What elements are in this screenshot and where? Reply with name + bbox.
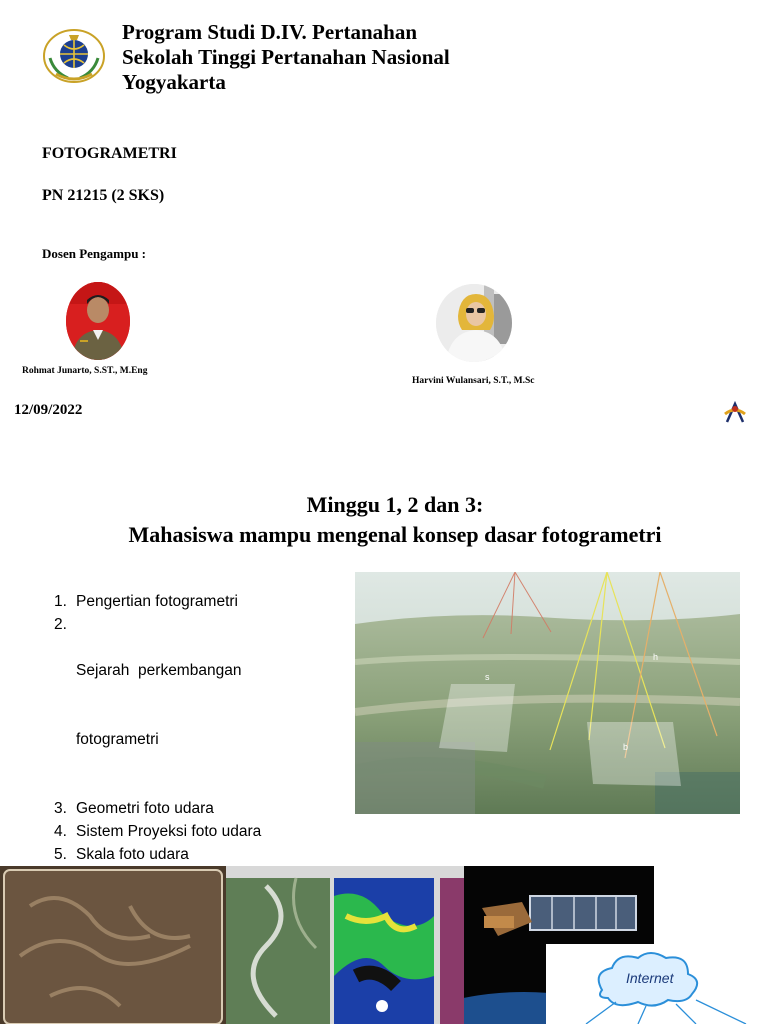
satellite-imagery-photo — [226, 866, 464, 1024]
institution-name — [122, 20, 450, 95]
slide-title — [0, 490, 768, 550]
list-text-line: Sejarah perkembangan — [76, 662, 242, 679]
internet-diagram — [546, 944, 768, 1024]
institution-line: Sekolah Tinggi Pertanahan Nasional — [122, 45, 450, 69]
slide-title-line: Mahasiswa mampu mengenal konsep dasar fotogrametri — [128, 522, 662, 547]
aerial-photo-illustration — [355, 572, 740, 814]
aerial-label: s — [485, 672, 490, 682]
institution-line: Yogyakarta — [122, 70, 226, 94]
lecturer-name: Harvini Wulansari, S.T., M.Sc — [412, 376, 535, 386]
list-number: 1. — [54, 593, 67, 610]
lecturer-heading: Dosen Pengampu : — [42, 246, 147, 261]
course-name: FOTOGRAMETRI — [42, 145, 177, 162]
list-text: Sistem Proyeksi foto udara — [76, 823, 262, 840]
institution-line: Program Studi D.IV. Pertanahan — [122, 20, 417, 44]
list-number: 5. — [54, 846, 67, 863]
list-text: Geometri foto udara — [76, 800, 214, 817]
bpn-emblem-icon — [42, 28, 106, 84]
list-text — [76, 613, 241, 797]
list-item — [54, 820, 261, 843]
aerial-label: h — [653, 652, 659, 662]
list-number: 3. — [54, 800, 67, 817]
document-date: 12/09/2022 — [14, 402, 83, 418]
lecturer-photo — [436, 284, 512, 362]
list-item — [54, 797, 261, 820]
lecturer-name: Rohmat Junarto, S.ST., M.Eng — [22, 366, 148, 376]
list-text-line: fotogrametri — [76, 731, 159, 748]
list-number: 4. — [54, 823, 67, 840]
list-item — [54, 590, 261, 613]
slide-title-line: Minggu 1, 2 dan 3: — [306, 492, 484, 517]
aerial-label: b — [623, 742, 629, 752]
course-code: PN 21215 (2 SKS) — [42, 187, 165, 204]
list-number: 2. — [54, 616, 67, 633]
stpn-logo-icon — [722, 400, 748, 426]
list-item — [54, 843, 261, 866]
list-text: Pengertian fotogrametri — [76, 593, 238, 610]
list-item — [54, 613, 261, 797]
list-text: Skala foto udara — [76, 846, 189, 863]
cave-carving-photo — [0, 866, 226, 1024]
internet-label: Internet — [626, 970, 674, 986]
lecturer-photo — [66, 282, 130, 360]
